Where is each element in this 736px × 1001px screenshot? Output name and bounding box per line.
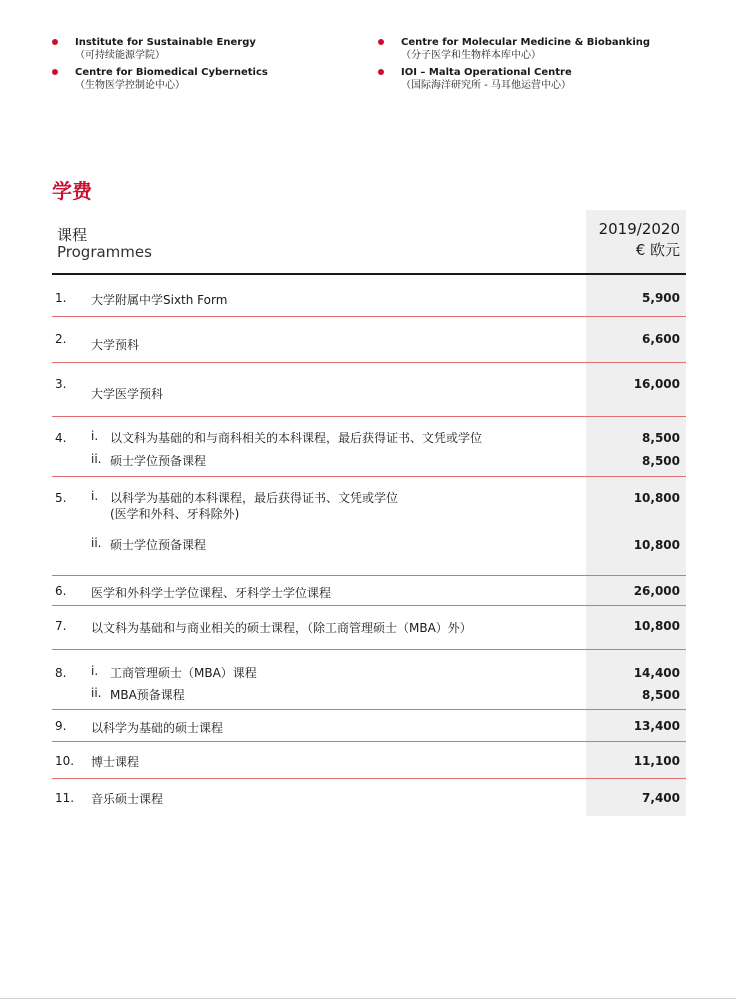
row-number: 6. [55,584,67,598]
programme-name: 医学和外科学士学位课程、牙科学士学位课程 [91,586,332,600]
fee-value: 16,000 [633,377,680,391]
table-row [52,275,686,317]
institute-name-zh: （分子医学和生物样本库中心） [401,50,541,61]
fee-value: 8,500 [642,688,680,702]
programme-name: 大学附属中学Sixth Form [91,293,228,307]
table-row [52,606,686,650]
header-year: 2019/2020 [598,220,680,238]
fee-value: 13,400 [633,719,680,733]
table-row [52,710,686,742]
fee-value: 14,400 [633,666,680,680]
institute-name-zh: （国际海洋研究所 - 马耳他运营中心） [401,80,571,91]
programme-name: 以文科为基础的和与商科相关的本科课程，最后获得证书、文凭或学位 [110,431,483,445]
row-number: 9. [55,719,67,733]
fee-value: 5,900 [642,291,680,305]
sub-item-label: i. [91,489,99,503]
programme-name: 以科学为基础的本科课程，最后获得证书、文凭或学位 [110,491,399,505]
tuition-fee-table [52,210,686,816]
institute-name-en: Centre for Molecular Medicine & Biobanking [401,37,651,48]
table-row [52,477,686,576]
page-bottom-divider [0,998,736,999]
header-programmes-en: Programmes [57,243,152,261]
programme-name: MBA预备课程 [110,688,185,702]
sub-item-label: ii. [91,536,102,550]
fee-value: 10,800 [633,538,680,552]
fee-value: 26,000 [633,584,680,598]
fee-value: 8,500 [642,431,680,445]
programme-note: (医学和外科、牙科除外) [110,507,240,521]
institute-name-en: IOI – Malta Operational Centre [401,67,572,78]
bullet-icon [378,69,384,75]
bullet-icon [52,69,58,75]
sub-item-label: i. [91,429,99,443]
section-title: 学费 [52,179,92,203]
table-row [52,576,686,606]
fee-value: 8,500 [642,454,680,468]
row-number: 5. [55,491,67,505]
programme-name: 大学医学预科 [91,387,164,401]
programme-name: 音乐硕士课程 [91,792,164,806]
institute-name-en: Centre for Biomedical Cybernetics [75,67,268,78]
programme-name: 博士课程 [91,755,140,769]
institute-name-zh: （可持续能源学院） [75,50,165,61]
programme-name: 大学预科 [91,338,140,352]
institute-list [52,36,692,96]
fee-value: 7,400 [642,791,680,805]
sub-item-label: i. [91,664,99,678]
header-programmes-zh: 课程 [57,226,88,244]
fee-value: 11,100 [633,754,680,768]
row-number: 1. [55,291,67,305]
sub-item-label: ii. [91,452,102,466]
row-number: 10. [55,754,75,768]
table-row [52,363,686,417]
header-currency: € 欧元 [635,241,680,259]
table-row [52,779,686,816]
programme-name: 硕士学位预备课程 [110,454,207,468]
table-row [52,417,686,477]
fee-value: 6,600 [642,332,680,346]
institute-name-zh: （生物医学控制论中心） [75,80,185,91]
programme-name: 以科学为基础的硕士课程 [91,721,224,735]
fee-value: 10,800 [633,491,680,505]
row-number: 3. [55,377,67,391]
row-number: 7. [55,619,67,633]
programme-name: 以文科为基础和与商业相关的硕士课程，（除工商管理硕士（MBA）外） [91,621,472,635]
row-number: 4. [55,431,67,445]
institute-name-en: Institute for Sustainable Energy [75,37,256,48]
bullet-icon [378,39,384,45]
row-number: 8. [55,666,67,680]
row-number: 11. [55,791,75,805]
sub-item-label: ii. [91,686,102,700]
programme-name: 硕士学位预备课程 [110,538,207,552]
fee-value: 10,800 [633,619,680,633]
programme-name: 工商管理硕士（MBA）课程 [110,666,257,680]
table-row [52,742,686,779]
bullet-icon [52,39,58,45]
table-row [52,650,686,710]
table-row [52,317,686,363]
row-number: 2. [55,332,67,346]
